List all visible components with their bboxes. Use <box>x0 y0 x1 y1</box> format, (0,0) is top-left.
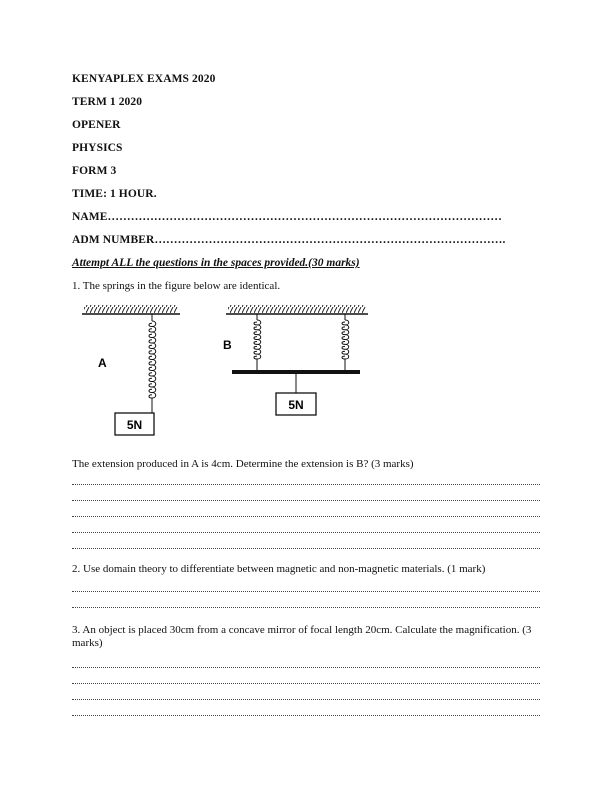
answer-line <box>72 667 540 668</box>
answer-line <box>72 516 540 517</box>
instructions: Attempt ALL the questions in the spaces provided.(30 marks) <box>72 257 360 269</box>
exam-time: TIME: 1 HOUR. <box>72 188 157 200</box>
question-1-followup: The extension produced in A is 4cm. Determine the extension is B? (3 marks) <box>72 458 414 470</box>
question-1-text: 1. The springs in the figure below are identical. <box>72 280 281 292</box>
springs-figure <box>70 295 370 445</box>
name-field: NAME………………………………………………………………………………………… <box>72 211 502 223</box>
ceiling-b <box>226 305 368 314</box>
answer-line <box>72 683 540 684</box>
weight-b <box>276 393 316 415</box>
answer-line <box>72 591 540 592</box>
adm-number-field: ADM NUMBER………………………………………………………………………………. <box>72 234 506 246</box>
weight-b-label: 5N <box>288 398 304 412</box>
weight-a <box>115 413 154 435</box>
answer-line <box>72 532 540 533</box>
answer-line <box>72 699 540 700</box>
label-a: A <box>98 356 107 370</box>
exam-term: TERM 1 2020 <box>72 96 143 108</box>
question-3-text: 3. An object is placed 30cm from a concave mirror of focal length 20cm. Calculate the magnification. (3 marks) <box>72 624 532 649</box>
spring-a <box>149 314 156 413</box>
answer-line <box>72 484 540 485</box>
answer-line <box>72 500 540 501</box>
spring-b-left <box>254 314 261 371</box>
exam-form: FORM 3 <box>72 165 117 177</box>
answer-line <box>72 715 540 716</box>
spring-b-right <box>342 314 349 371</box>
exam-title: KENYAPLEX EXAMS 2020 <box>72 73 216 85</box>
question-2-text: 2. Use domain theory to differentiate between magnetic and non-magnetic materials. (1 mark) <box>72 563 486 575</box>
weight-a-label: 5N <box>126 418 143 432</box>
exam-subject: PHYSICS <box>72 142 123 154</box>
label-b: B <box>223 338 232 352</box>
ceiling-a <box>82 305 180 314</box>
answer-line <box>72 607 540 608</box>
exam-type: OPENER <box>72 119 121 131</box>
answer-line <box>72 548 540 549</box>
